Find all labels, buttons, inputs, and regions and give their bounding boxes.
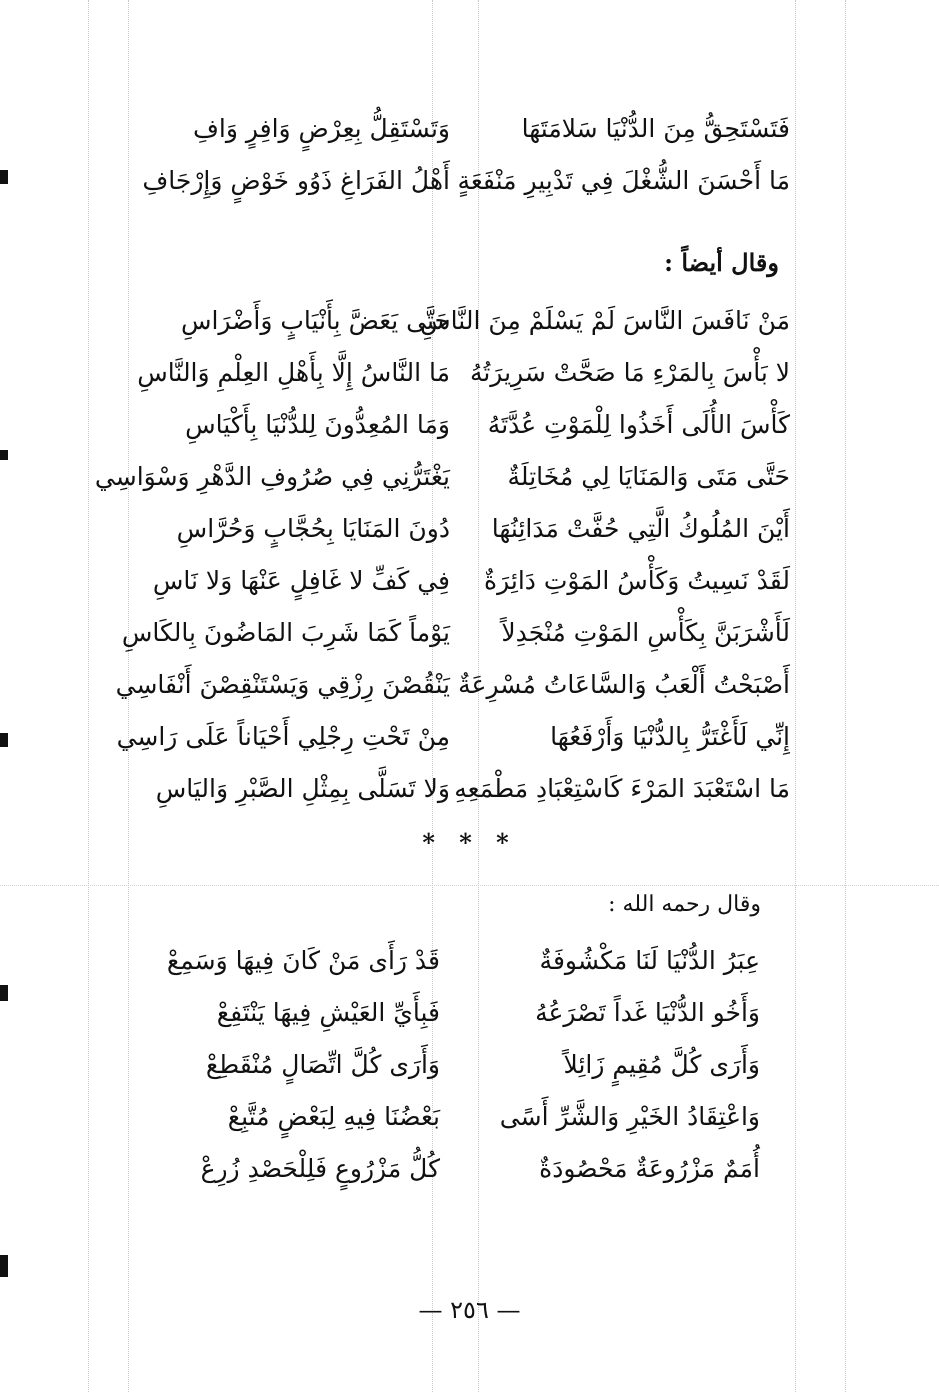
binding-mark: [0, 450, 8, 460]
verse-first-hemistich: أَيْنَ المُلُوكُ الَّتِي حُفَّتْ مَدَائِنُهَا: [491, 514, 790, 543]
verse-second-hemistich: حَتَّى يَعَضَّ بِأَنْيَابٍ وَأَضْرَاسِ: [180, 306, 450, 335]
scan-guide-line: [795, 0, 796, 1392]
verse-second-hemistich: كُلُّ مَزْرُوعٍ فَلِلْحَصْدِ زُرِعْ: [200, 1154, 440, 1183]
verse-first-hemistich: حَتَّى مَتَى وَالمَنَايَا لِي مُخَاتِلَةٌ: [507, 462, 790, 491]
verse-line: [110, 348, 790, 398]
verse-second-hemistich: يَوْماً كَمَا شَرِبَ المَاضُونَ بِالكَاسِ: [121, 618, 450, 647]
binding-mark: [0, 985, 8, 1001]
verse-second-hemistich: يَغْتَرُّنِي فِي صُرُوفِ الدَّهْرِ وَسْوَاسِي: [94, 462, 450, 491]
verse-line: [140, 988, 760, 1038]
verse-second-hemistich: مِنْ تَحْتِ رِجْلِي أَحْيَاناً عَلَى رَاسِي: [116, 722, 450, 751]
verse-second-hemistich: قَدْ رَأَى مَنْ كَانَ فِيهَا وَسَمِعْ: [166, 946, 440, 975]
verse-first-hemistich: لا بَأْسَ بِالمَرْءِ مَا صَحَّتْ سَرِيرَتُهُ: [469, 358, 790, 387]
verse-line: [140, 936, 760, 986]
verse-second-hemistich: وَأَرَى كُلَّ اتِّصَالٍ مُنْقَطِعْ: [205, 1050, 440, 1079]
verse-second-hemistich: فِي كَفِّ لا غَافِلٍ عَنْهَا وَلا نَاسِ: [152, 566, 450, 595]
verse-first-hemistich: وَاعْتِقَادُ الخَيْرِ وَالشَّرِّ أَسًى: [499, 1102, 760, 1131]
verse-second-hemistich: وَلا تَسَلَّى بِمِثْلِ الصَّبْرِ وَاليَاسِ: [155, 774, 450, 803]
poem-heading: وقال رحمه الله :: [608, 892, 761, 917]
verse-first-hemistich: لَأَشْرَبَنَّ بِكَأْسِ المَوْتِ مُنْجَدِلاً: [501, 618, 790, 647]
section-separator: * * *: [422, 828, 517, 857]
scan-guide-line: [88, 0, 89, 1392]
verse-first-hemistich: مَا اسْتَعْبَدَ المَرْءَ كَاسْتِعْبَادِ مَطْمَعِهِ: [454, 774, 790, 803]
verse-first-hemistich: وَأَرَى كُلَّ مُقِيمٍ زَائِلاً: [563, 1050, 760, 1079]
verse-second-hemistich: مَا النَّاسُ إِلَّا بِأَهْلِ العِلْمِ وَالنَّاسِ: [137, 358, 450, 387]
verse-first-hemistich: وَأَخُو الدُّنْيَا غَداً تَصْرَعُهُ: [535, 998, 760, 1027]
verse-second-hemistich: أَهْلُ الفَرَاغِ ذَوُو خَوْضٍ وَإِرْجَافِ: [142, 166, 450, 195]
verse-line: [110, 104, 790, 154]
verse-first-hemistich: أُمَمٌ مَزْرُوعَةٌ مَحْصُودَةٌ: [539, 1154, 760, 1183]
binding-mark: [0, 170, 8, 184]
verse-line: [110, 712, 790, 762]
verse-line: [140, 1040, 760, 1090]
verse-line: [110, 504, 790, 554]
verse-line: [110, 156, 790, 206]
scan-guide-line: [0, 885, 939, 886]
verse-second-hemistich: فَبِأَيِّ العَيْشِ فِيهَا يَنْتَفِعْ: [216, 998, 440, 1027]
verse-first-hemistich: عِبَرُ الدُّنْيَا لَنَا مَكْشُوفَةٌ: [539, 946, 760, 975]
verse-first-hemistich: فَتَسْتَحِقُّ مِنَ الدُّنْيَا سَلامَتَهَا: [521, 114, 790, 143]
verse-first-hemistich: أَصْبَحْتُ أَلْعَبُ وَالسَّاعَاتُ مُسْرِعَةٌ: [458, 670, 790, 699]
verse-second-hemistich: وَمَا المُعِدُّونَ لِلدُّنْيَا بِأَكْيَاسِ: [185, 410, 450, 439]
poem-heading: وقال أيضاً :: [664, 248, 779, 277]
verse-second-hemistich: يَنْقُصْنَ رِزْقِي وَيَسْتَنْقِصْنَ أَنْفَاسِي: [115, 670, 450, 699]
verse-line: [94, 452, 790, 502]
scan-guide-line: [845, 0, 846, 1392]
verse-second-hemistich: بَعْضُنَا فِيهِ لِبَعْضٍ مُتَّبِعْ: [227, 1102, 440, 1131]
verse-line: [110, 296, 790, 346]
verse-line: [110, 764, 790, 814]
verse-second-hemistich: دُونَ المَنَايَا بِحُجَّابٍ وَحُرَّاسِ: [176, 514, 450, 543]
verse-line: [110, 608, 790, 658]
verse-line: [140, 1092, 760, 1142]
binding-mark: [0, 1255, 8, 1277]
verse-second-hemistich: وَتَسْتَقِلُّ بِعِرْضٍ وَافِرٍ وَافِ: [192, 114, 450, 143]
verse-first-hemistich: كَأْسَ الأُلَى أَخَذُوا لِلْمَوْتِ عُدَّتَهُ: [487, 410, 790, 439]
verse-first-hemistich: مَا أَحْسَنَ الشُّغْلَ فِي تَدْبِيرِ مَنْفَعَةٍ: [457, 166, 790, 195]
verse-line: [110, 400, 790, 450]
page-number: — ٢٥٦ —: [418, 1296, 521, 1324]
binding-mark: [0, 733, 8, 747]
verse-first-hemistich: لَقَدْ نَسِيتُ وَكَأْسُ المَوْتِ دَائِرَةٌ: [483, 566, 790, 595]
verse-line: [140, 1144, 760, 1194]
verse-line: [110, 556, 790, 606]
verse-line: [110, 660, 790, 710]
verse-first-hemistich: مَنْ نَافَسَ النَّاسَ لَمْ يَسْلَمْ مِنَ النَّاسِ: [420, 306, 790, 335]
verse-first-hemistich: إِنِّي لَأَغْتَرُّ بِالدُّنْيَا وَأَرْفَعُهَا: [550, 722, 790, 751]
